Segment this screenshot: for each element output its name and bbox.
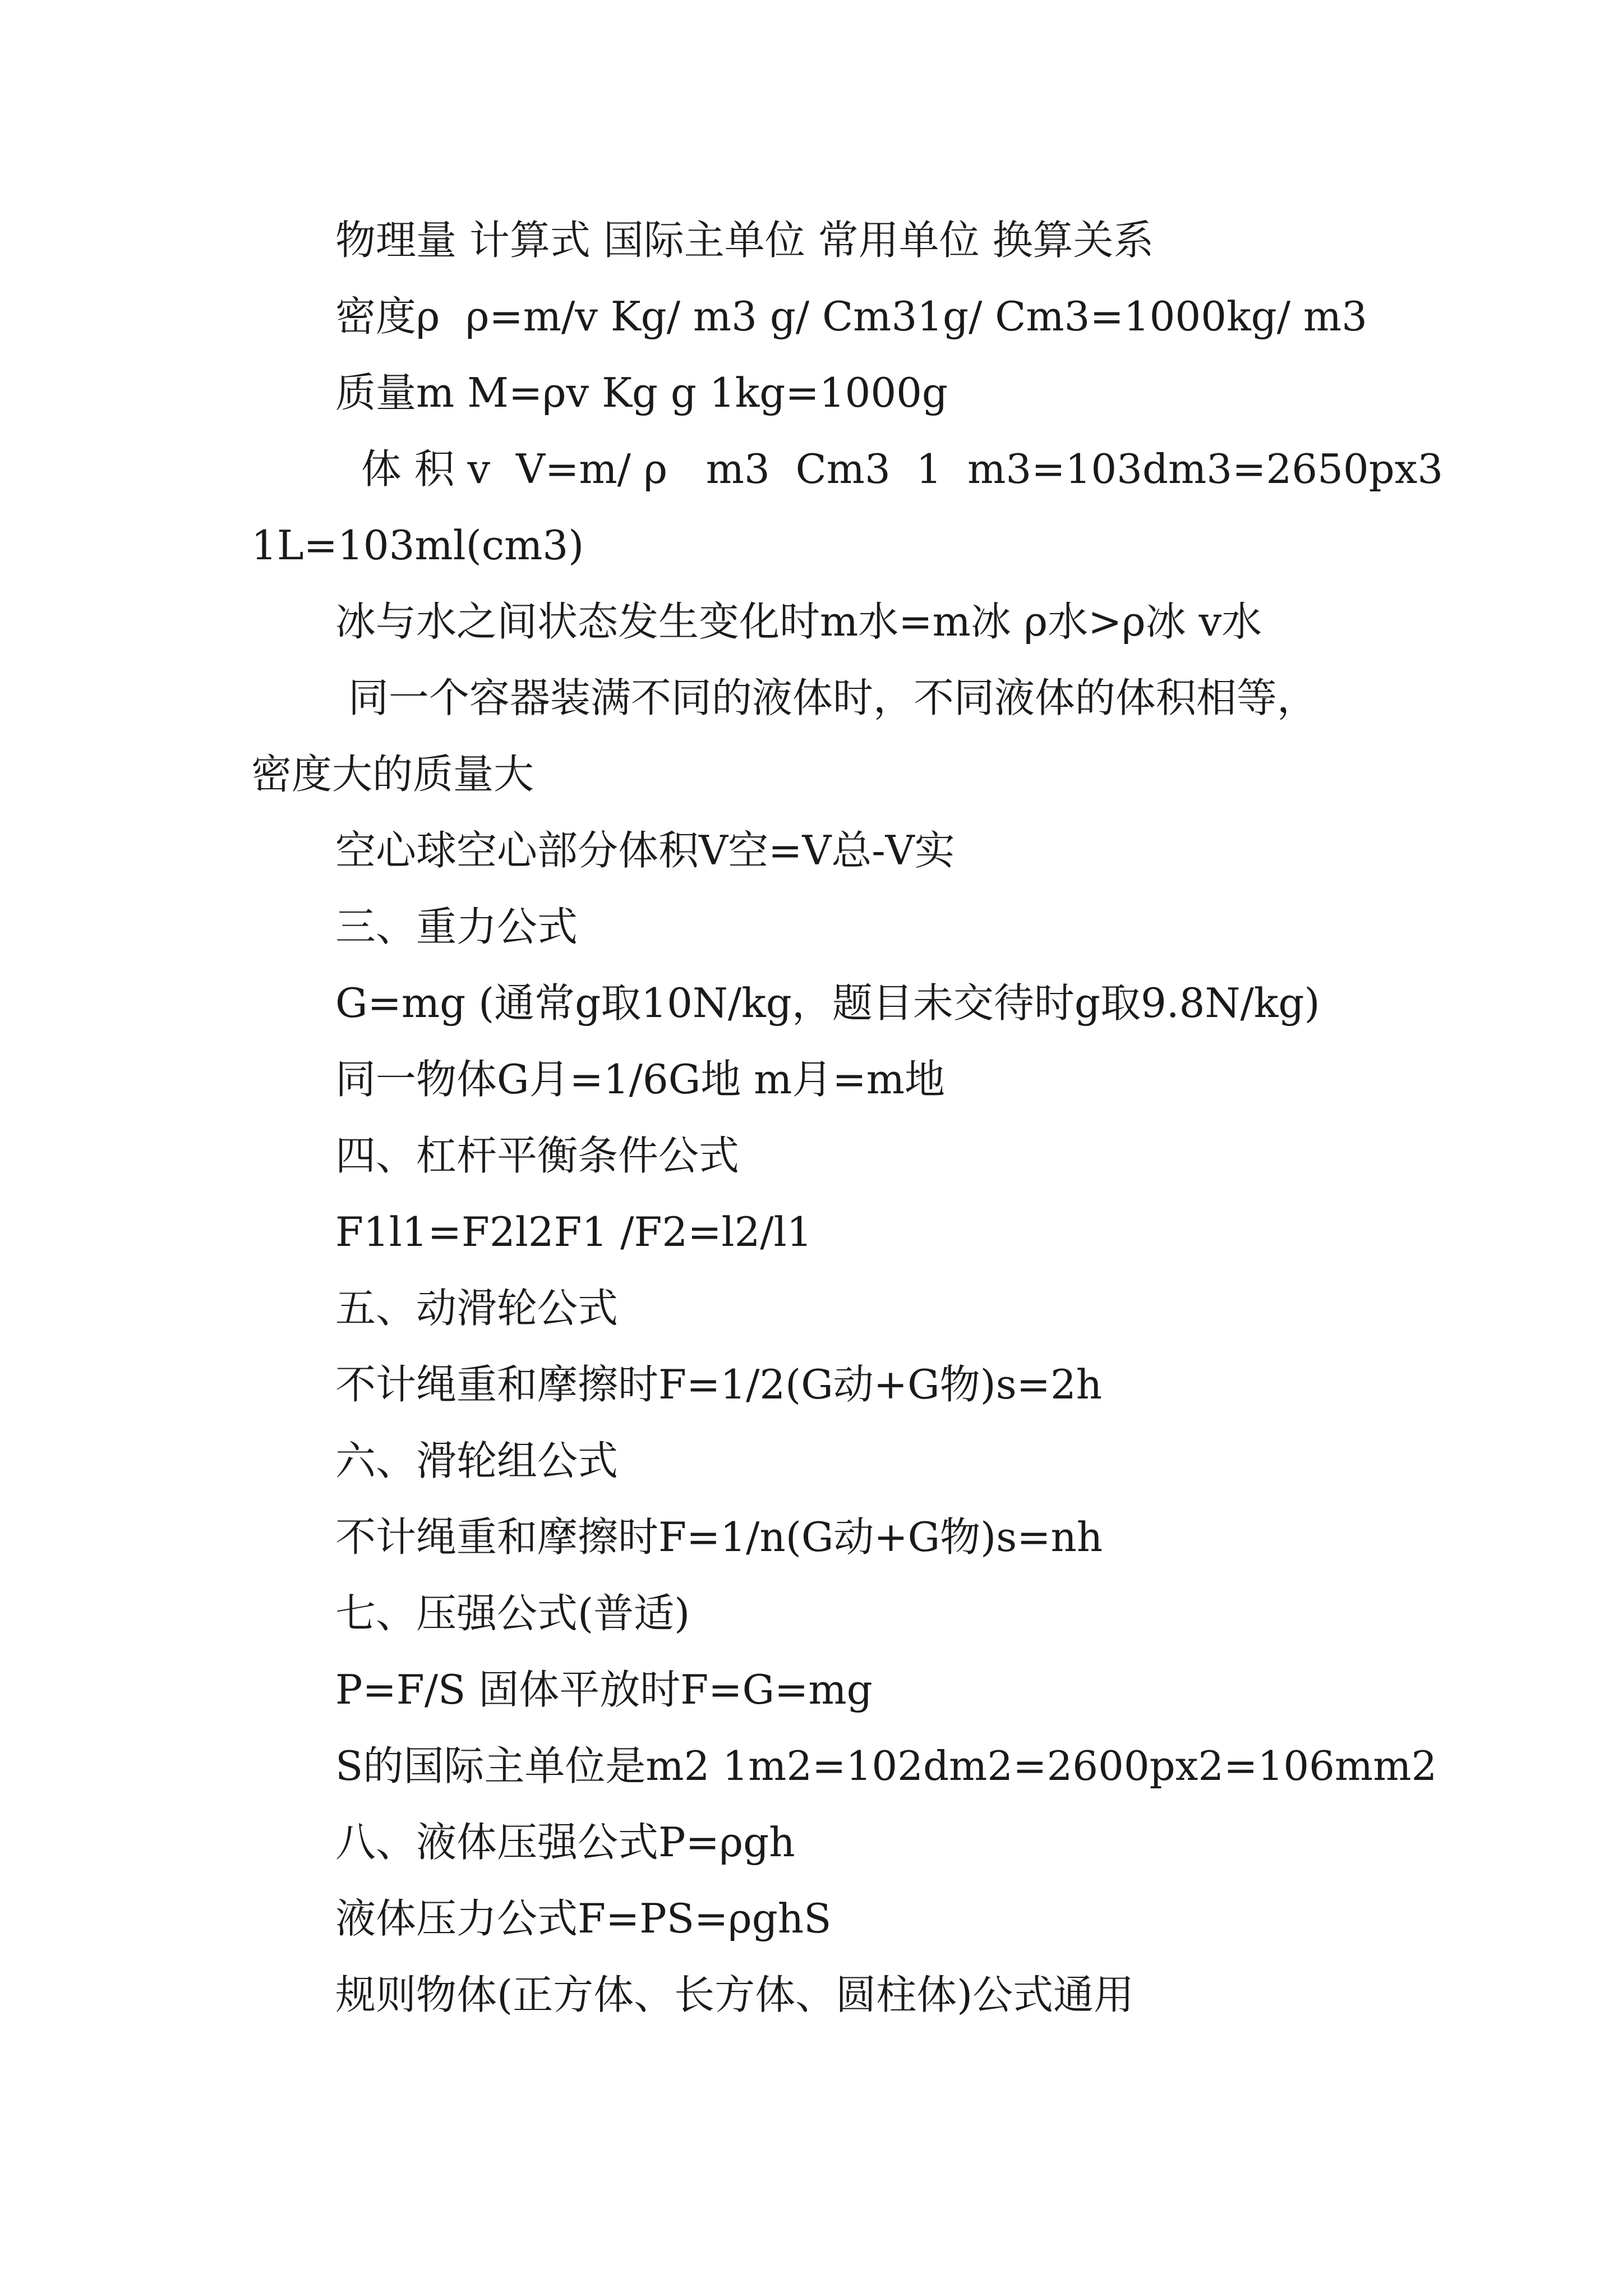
text-line: 物理量 计算式 国际主单位 常用单位 换算关系: [335, 217, 1154, 264]
text-line: 质量m M=ρv Kg g 1kg=1000g: [335, 369, 948, 416]
text-line: F1l1=F2l2F1 /F2=l2/l1: [335, 1208, 813, 1255]
section-heading: 七、压强公式(普适): [335, 1590, 690, 1637]
text-line: 不计绳重和摩擦时F=1/2(G动+G物)s=2h: [335, 1361, 1103, 1408]
text-line: S的国际主单位是m2 1m2=102dm2=2600px2=106mm2: [335, 1742, 1437, 1789]
text-line: 1L=103ml(cm3): [251, 522, 584, 569]
text-line: G=mg (通常g取10N/kg，题目未交待时g取9.8N/kg): [335, 979, 1320, 1027]
text-line: 密度ρ ρ=m/v Kg/ m3 g/ Cm31g/ Cm3=1000kg/ m3: [335, 293, 1367, 340]
text-line: 冰与水之间状态发生变化时m水=m冰 ρ水>ρ冰 v水: [335, 598, 1262, 645]
text-line: 同一个容器装满不同的液体时，不同液体的体积相等，: [335, 674, 1317, 721]
section-heading: 五、动滑轮公式: [335, 1285, 619, 1332]
text-line: 密度大的质量大: [251, 751, 534, 798]
text-line: 空心球空心部分体积V空=V总-V实: [335, 827, 955, 874]
text-line: 规则物体(正方体、长方体、圆柱体)公式通用: [335, 1971, 1135, 2018]
text-line: 体 积 v V=m/ ρ m3 Cm3 1 m3=103dm3=2650px3: [335, 445, 1444, 493]
text-line: 不计绳重和摩擦时F=1/n(G动+G物)s=nh: [335, 1513, 1103, 1561]
section-heading: 四、杠杆平衡条件公式: [335, 1132, 740, 1179]
text-line: P=F/S 固体平放时F=G=mg: [335, 1666, 873, 1713]
section-heading: 三、重力公式: [335, 903, 578, 950]
text-line: 同一物体G月=1/6G地 m月=m地: [335, 1056, 945, 1103]
section-heading: 八、液体压强公式P=ρgh: [335, 1819, 795, 1866]
text-line: 液体压力公式F=PS=ρghS: [335, 1895, 832, 1942]
section-heading: 六、滑轮组公式: [335, 1437, 619, 1484]
